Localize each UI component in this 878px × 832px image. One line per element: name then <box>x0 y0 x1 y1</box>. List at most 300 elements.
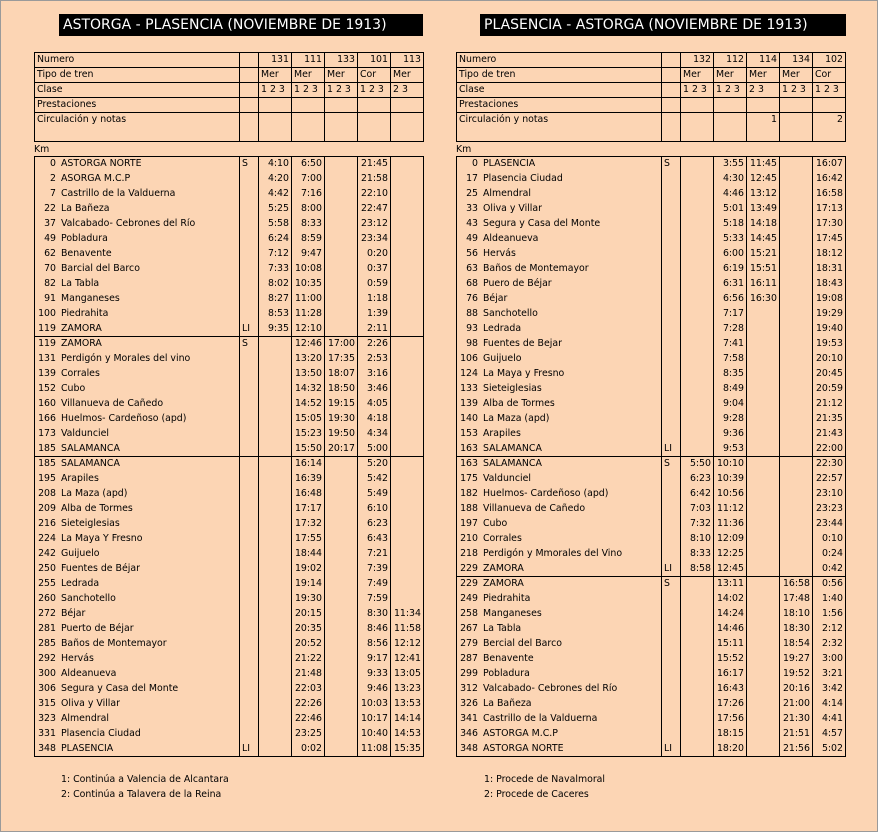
km-cell: 133 <box>460 383 478 394</box>
time-cell: 2:12 <box>821 623 843 634</box>
station-flag <box>242 681 258 696</box>
footnote: 2: Continúa a Talavera de la Reina <box>61 789 222 800</box>
station-name: Huelmos- Cardeñoso (apd) <box>483 488 609 499</box>
time-cell: 8:53 <box>267 308 289 319</box>
time-cell: 9:46 <box>366 683 388 694</box>
table-row <box>456 471 846 486</box>
station-name: Huelmos- Cardeñoso (apd) <box>61 413 187 424</box>
time-cell <box>324 576 355 591</box>
station-flag: S <box>664 578 670 589</box>
station-name: La Bañeza <box>483 698 532 709</box>
station-name: Aldeanueva <box>61 668 117 679</box>
time-cell <box>680 726 711 741</box>
time-cell: 0:56 <box>821 578 843 589</box>
station-name: Cubo <box>61 383 86 394</box>
time-cell: 10:40 <box>360 728 388 739</box>
station-name: Castrillo de la Valduerna <box>483 713 598 724</box>
station-flag <box>242 726 258 741</box>
time-cell <box>779 201 810 216</box>
km-cell: 188 <box>460 503 478 514</box>
table-row <box>456 156 846 171</box>
time-cell <box>390 246 421 261</box>
time-cell: 19:14 <box>294 578 322 589</box>
time-cell: 22:46 <box>294 713 322 724</box>
time-cell: 1:56 <box>821 608 843 619</box>
time-cell: 4:20 <box>267 173 289 184</box>
station-flag <box>242 201 258 216</box>
time-cell: 22:47 <box>360 203 388 214</box>
table-row <box>34 441 424 456</box>
station-flag <box>242 171 258 186</box>
time-cell: 5:00 <box>366 443 388 454</box>
time-cell: 16:11 <box>749 278 777 289</box>
station-flag: LI <box>664 563 672 574</box>
time-cell <box>746 366 777 381</box>
time-cell <box>779 486 810 501</box>
station-name: Béjar <box>61 608 86 619</box>
time-cell <box>779 216 810 231</box>
km-cell: 106 <box>460 353 478 364</box>
table-row <box>34 591 424 606</box>
time-cell: 14:32 <box>294 383 322 394</box>
station-flag <box>242 186 258 201</box>
time-cell <box>390 411 421 426</box>
station-flag <box>242 366 258 381</box>
table-row <box>456 726 846 741</box>
station-name: PLASENCIA <box>61 743 114 754</box>
km-cell: 260 <box>38 593 56 604</box>
time-cell: 9:33 <box>366 668 388 679</box>
time-cell: 10:56 <box>716 488 744 499</box>
station-flag <box>242 486 258 501</box>
time-cell: 14:18 <box>749 218 777 229</box>
time-cell: 9:36 <box>722 428 744 439</box>
time-cell: 6:23 <box>366 518 388 529</box>
schedule-body <box>34 156 424 756</box>
km-cell: 49 <box>44 233 56 244</box>
train-class: 1 2 3 <box>780 83 813 98</box>
time-cell <box>390 531 421 546</box>
header-row-numero <box>457 53 846 68</box>
time-cell <box>779 531 810 546</box>
time-cell: 21:45 <box>360 158 388 169</box>
time-cell: 3:16 <box>366 368 388 379</box>
time-cell: 3:55 <box>722 158 744 169</box>
time-cell <box>258 456 289 471</box>
km-cell: 2 <box>50 173 56 184</box>
km-cell: 292 <box>38 653 56 664</box>
station-name: Arapiles <box>61 473 99 484</box>
time-cell: 5:01 <box>722 203 744 214</box>
station-flag <box>242 651 258 666</box>
time-cell <box>680 381 711 396</box>
time-cell: 7:21 <box>366 548 388 559</box>
table-row <box>456 651 846 666</box>
table-row <box>34 396 424 411</box>
station-flag <box>664 726 680 741</box>
time-cell <box>779 411 810 426</box>
time-cell <box>746 351 777 366</box>
time-cell: 21:51 <box>782 728 810 739</box>
station-name: Ledrada <box>483 323 522 334</box>
station-name: Sieteiglesias <box>61 518 120 529</box>
station-flag <box>242 411 258 426</box>
time-cell: 23:44 <box>815 518 843 529</box>
time-cell: 7:49 <box>366 578 388 589</box>
time-cell <box>324 231 355 246</box>
station-flag <box>664 666 680 681</box>
station-name: Almendral <box>61 713 110 724</box>
table-row <box>456 441 846 456</box>
station-flag <box>664 471 680 486</box>
time-cell: 11:34 <box>393 608 421 619</box>
table-row <box>34 636 424 651</box>
time-cell: 22:03 <box>294 683 322 694</box>
time-cell <box>258 471 289 486</box>
time-cell: 8:49 <box>722 383 744 394</box>
time-cell: 17:45 <box>815 233 843 244</box>
station-flag <box>664 351 680 366</box>
km-cell: 163 <box>460 443 478 454</box>
time-cell: 4:18 <box>366 413 388 424</box>
table-row <box>456 681 846 696</box>
time-cell: 18:15 <box>716 728 744 739</box>
time-cell <box>258 501 289 516</box>
time-cell <box>258 426 289 441</box>
time-cell: 2:11 <box>366 323 388 334</box>
time-cell <box>746 696 777 711</box>
km-cell: 76 <box>466 293 478 304</box>
time-cell <box>258 726 289 741</box>
time-cell <box>746 621 777 636</box>
train-note <box>780 113 813 142</box>
time-cell: 19:15 <box>327 398 355 409</box>
time-cell: 6:24 <box>267 233 289 244</box>
km-cell: 267 <box>460 623 478 634</box>
table-row <box>456 741 846 756</box>
time-cell <box>258 576 289 591</box>
time-cell: 17:17 <box>294 503 322 514</box>
time-cell <box>390 501 421 516</box>
table-row <box>34 606 424 621</box>
footnote: 1: Continúa a Valencia de Alcantara <box>61 774 229 785</box>
train-type: Mer <box>780 68 813 83</box>
time-cell <box>390 366 421 381</box>
km-cell: 182 <box>460 488 478 499</box>
table-row <box>456 666 846 681</box>
time-cell <box>746 651 777 666</box>
train-number: 113 <box>391 53 424 68</box>
time-cell: 14:45 <box>749 233 777 244</box>
time-cell <box>324 246 355 261</box>
station-flag <box>664 216 680 231</box>
time-cell <box>324 696 355 711</box>
station-name: Guijuelo <box>483 353 522 364</box>
train-number: 112 <box>714 53 747 68</box>
time-cell <box>680 681 711 696</box>
header-label: Clase <box>35 83 240 98</box>
time-cell: 18:50 <box>327 383 355 394</box>
time-cell: 5:25 <box>267 203 289 214</box>
time-cell <box>324 561 355 576</box>
time-cell <box>324 276 355 291</box>
time-cell <box>390 576 421 591</box>
time-cell: 9:47 <box>300 248 322 259</box>
time-cell: 6:31 <box>722 278 744 289</box>
time-cell: 8:58 <box>689 563 711 574</box>
station-flag: S <box>242 158 248 169</box>
time-cell <box>680 291 711 306</box>
time-cell: 8:59 <box>300 233 322 244</box>
time-cell <box>680 276 711 291</box>
time-cell <box>680 186 711 201</box>
time-cell <box>779 471 810 486</box>
time-cell <box>324 741 355 756</box>
header-label: Circulación y notas <box>35 113 240 142</box>
train-note <box>259 113 292 142</box>
time-cell <box>680 336 711 351</box>
train-type: Mer <box>292 68 325 83</box>
station-flag <box>242 351 258 366</box>
time-cell: 11:58 <box>393 623 421 634</box>
km-cell: 33 <box>466 203 478 214</box>
time-cell: 0:10 <box>821 533 843 544</box>
time-cell <box>324 186 355 201</box>
time-cell <box>324 171 355 186</box>
station-flag: S <box>664 158 670 169</box>
time-cell <box>390 306 421 321</box>
station-flag <box>664 531 680 546</box>
station-flag <box>242 261 258 276</box>
time-cell <box>390 471 421 486</box>
time-cell: 6:19 <box>722 263 744 274</box>
station-name: La Maza (apd) <box>61 488 128 499</box>
time-cell <box>680 651 711 666</box>
station-name: Puerto de Béjar <box>61 623 134 634</box>
train-note <box>325 113 358 142</box>
time-cell <box>680 171 711 186</box>
time-cell <box>779 351 810 366</box>
table-row <box>34 621 424 636</box>
train-type: Mer <box>681 68 714 83</box>
time-cell: 0:02 <box>300 743 322 754</box>
km-cell: 17 <box>466 173 478 184</box>
km-cell: 185 <box>38 458 56 469</box>
time-cell: 14:02 <box>716 593 744 604</box>
time-cell <box>779 261 810 276</box>
time-cell: 16:14 <box>294 458 322 469</box>
time-cell: 16:17 <box>716 668 744 679</box>
station-flag <box>664 486 680 501</box>
time-cell <box>680 351 711 366</box>
time-cell: 19:27 <box>782 653 810 664</box>
table-row <box>456 261 846 276</box>
time-cell: 16:58 <box>782 578 810 589</box>
time-cell <box>258 621 289 636</box>
km-cell: 93 <box>466 323 478 334</box>
time-cell <box>680 306 711 321</box>
time-cell <box>390 591 421 606</box>
time-cell <box>258 396 289 411</box>
time-cell <box>390 381 421 396</box>
time-cell: 4:10 <box>267 158 289 169</box>
time-cell: 8:10 <box>689 533 711 544</box>
station-name: Guijuelo <box>61 548 100 559</box>
time-cell <box>680 411 711 426</box>
table-row <box>456 711 846 726</box>
train-class: 1 2 3 <box>681 83 714 98</box>
table-row <box>456 201 846 216</box>
train-type: Mer <box>325 68 358 83</box>
station-name: Manganeses <box>483 608 542 619</box>
time-cell: 12:12 <box>393 638 421 649</box>
time-cell: 21:12 <box>815 398 843 409</box>
station-name: Baños de Montemayor <box>61 638 167 649</box>
table-row <box>34 246 424 261</box>
station-flag <box>242 231 258 246</box>
time-cell: 16:30 <box>749 293 777 304</box>
km-cell: 348 <box>460 743 478 754</box>
time-cell: 17:30 <box>815 218 843 229</box>
train-note: 1 <box>747 113 780 142</box>
table-row <box>456 366 846 381</box>
table-row <box>34 261 424 276</box>
table-row <box>34 726 424 741</box>
time-cell: 6:23 <box>689 473 711 484</box>
time-cell: 12:09 <box>716 533 744 544</box>
station-name: Valdunciel <box>61 428 109 439</box>
table-row <box>456 561 846 576</box>
train-number: 102 <box>813 53 846 68</box>
km-cell: 166 <box>38 413 56 424</box>
time-cell: 4:57 <box>821 728 843 739</box>
km-cell: 326 <box>460 698 478 709</box>
time-cell <box>324 591 355 606</box>
time-cell: 12:45 <box>749 173 777 184</box>
time-cell <box>258 561 289 576</box>
train-class: 1 2 3 <box>358 83 391 98</box>
table-row <box>456 576 846 591</box>
train-note <box>391 113 424 142</box>
train-note <box>714 113 747 142</box>
time-cell <box>390 321 421 336</box>
km-cell: 210 <box>460 533 478 544</box>
table-row <box>456 456 846 471</box>
time-cell <box>258 441 289 456</box>
station-flag <box>664 636 680 651</box>
time-cell <box>680 621 711 636</box>
station-flag <box>242 711 258 726</box>
station-name: Sanchotello <box>61 593 116 604</box>
station-flag: LI <box>242 743 250 754</box>
table-row <box>456 321 846 336</box>
table-row <box>34 381 424 396</box>
table-row <box>456 546 846 561</box>
time-cell: 8:33 <box>689 548 711 559</box>
km-cell: 100 <box>38 308 56 319</box>
station-name: Valcabado- Cebrones del Río <box>483 683 618 694</box>
station-flag <box>242 246 258 261</box>
time-cell <box>390 186 421 201</box>
station-name: SALAMANCA <box>483 458 542 469</box>
time-cell: 5:18 <box>722 218 744 229</box>
station-flag <box>664 381 680 396</box>
time-cell: 19:30 <box>327 413 355 424</box>
km-cell: 56 <box>466 248 478 259</box>
km-cell: 287 <box>460 653 478 664</box>
time-cell: 17:55 <box>294 533 322 544</box>
time-cell: 21:22 <box>294 653 322 664</box>
table-row <box>456 426 846 441</box>
station-flag <box>664 606 680 621</box>
time-cell: 1:18 <box>366 293 388 304</box>
time-cell <box>680 666 711 681</box>
station-flag <box>664 321 680 336</box>
station-name: Villanueva de Cañedo <box>61 398 164 409</box>
train-note <box>681 113 714 142</box>
time-cell: 13:50 <box>294 368 322 379</box>
time-cell <box>746 741 777 756</box>
time-cell: 9:28 <box>722 413 744 424</box>
time-cell: 18:30 <box>782 623 810 634</box>
time-cell <box>779 321 810 336</box>
km-cell: 300 <box>38 668 56 679</box>
time-cell <box>390 291 421 306</box>
train-number: 101 <box>358 53 391 68</box>
time-cell: 3:46 <box>366 383 388 394</box>
table-row <box>34 411 424 426</box>
station-flag <box>664 186 680 201</box>
header-row-prestaciones <box>35 98 424 113</box>
header-label: Circulación y notas <box>457 113 662 142</box>
km-cell: 249 <box>460 593 478 604</box>
time-cell: 12:45 <box>716 563 744 574</box>
time-cell: 23:10 <box>815 488 843 499</box>
time-cell <box>746 486 777 501</box>
time-cell <box>324 621 355 636</box>
time-cell <box>746 636 777 651</box>
time-cell <box>779 156 810 171</box>
time-cell: 7:58 <box>722 353 744 364</box>
station-name: Aldeanueva <box>483 233 539 244</box>
table-row <box>34 306 424 321</box>
station-name: Puero de Béjar <box>483 278 552 289</box>
table-row <box>34 336 424 351</box>
station-flag: LI <box>242 323 250 334</box>
station-name: Ledrada <box>61 578 100 589</box>
table-row <box>34 576 424 591</box>
station-flag <box>664 261 680 276</box>
station-flag <box>242 441 258 456</box>
km-cell: 216 <box>38 518 56 529</box>
table-row <box>34 681 424 696</box>
time-cell: 10:03 <box>360 698 388 709</box>
footnote: 1: Procede de Navalmoral <box>484 774 606 785</box>
time-cell <box>324 636 355 651</box>
time-cell: 19:30 <box>294 593 322 604</box>
time-cell: 17:56 <box>716 713 744 724</box>
station-flag <box>242 426 258 441</box>
train-note: 2 <box>813 113 846 142</box>
time-cell <box>746 576 777 591</box>
time-cell: 17:32 <box>294 518 322 529</box>
station-flag <box>664 171 680 186</box>
time-cell: 16:39 <box>294 473 322 484</box>
station-name: ASORGA M.C.P <box>61 173 131 184</box>
time-cell: 16:48 <box>294 488 322 499</box>
time-cell: 7:12 <box>267 248 289 259</box>
train-header-table <box>456 52 846 142</box>
